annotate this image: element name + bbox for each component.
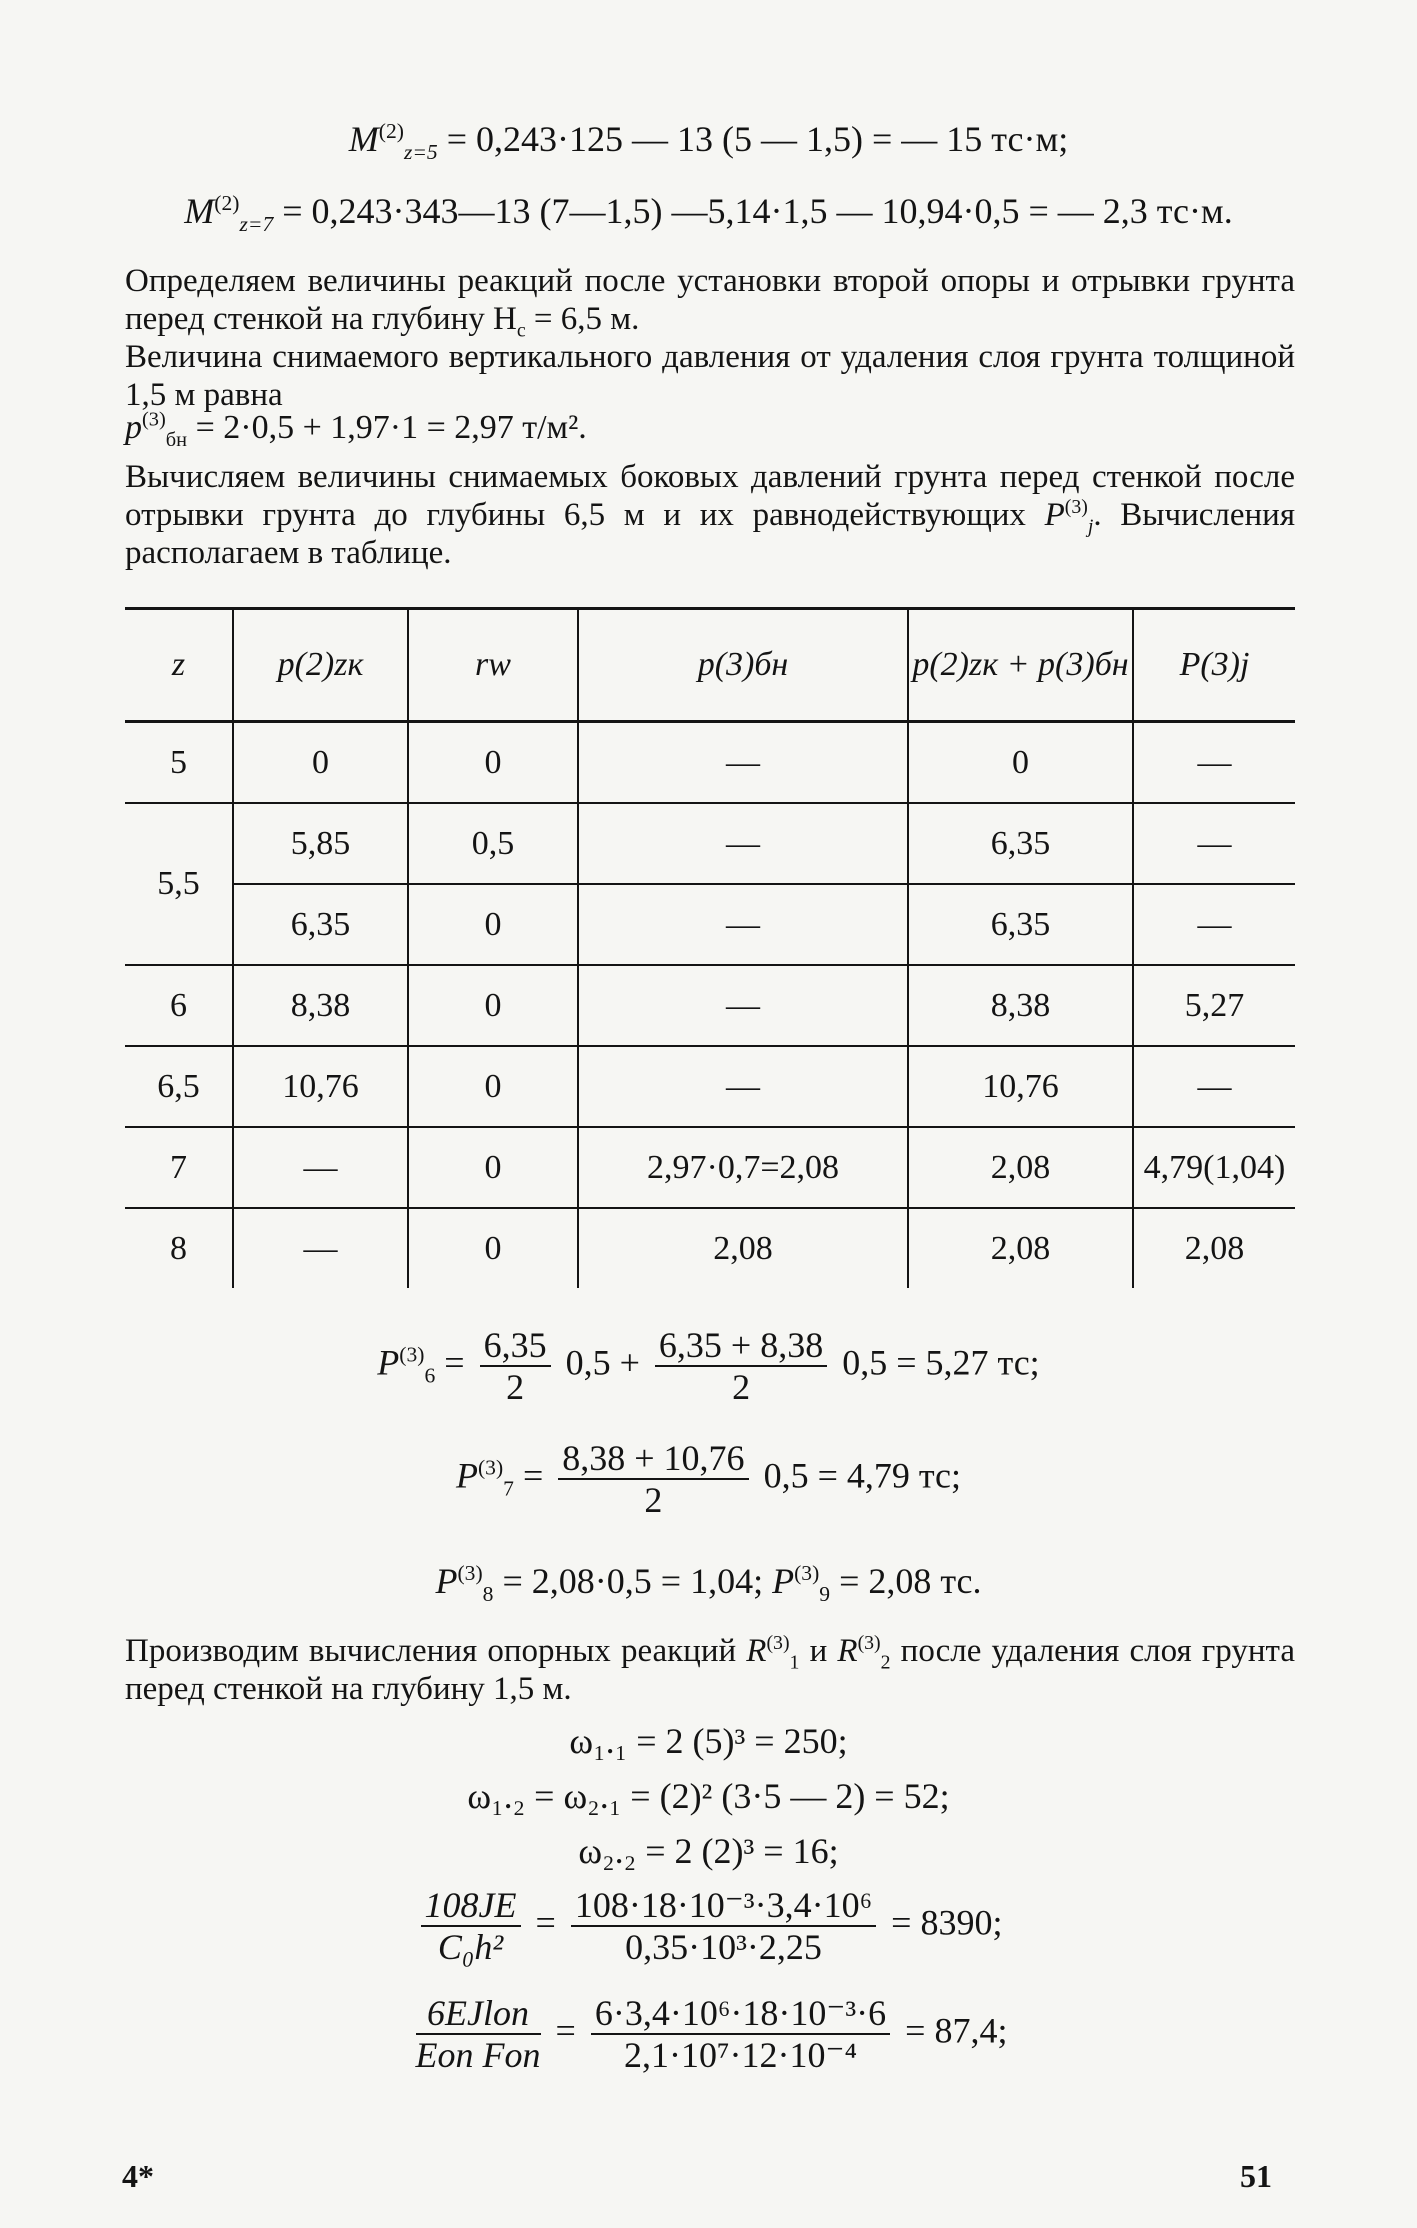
cell-p2zk: 10,76 <box>233 1046 408 1127</box>
fraction: $\frac{6,35}{2}$ <box>480 1325 551 1407</box>
m-z7-rhs: = 0,243·343—13 (7—1,5) —5,14·1,5 — 10,94·0,5 = — 2,3 тс·м. <box>282 191 1233 231</box>
formula-text: = 2,08·0,5 = 1,04; <box>502 1561 764 1601</box>
cell-p2zk: 6,35 <box>233 884 408 965</box>
formula-stiffness-1: $\frac{108JE}{\text{C₀h²}}$ = $\frac{\text{108·18·10⁻³·3,4·10⁶}}{\text{0,35·10³·2,25}}$ = 8390; <box>0 1885 1417 1967</box>
table-row <box>125 884 1295 965</box>
fraction: $\frac{\text{6EJlоп}}{\text{Eоп Fоп}}$ <box>415 1993 541 2075</box>
p-symbol: P <box>1044 497 1065 533</box>
cell-p3j: — <box>1133 1046 1295 1127</box>
header-p3j: P(3)j <box>1133 609 1295 722</box>
paragraph-text: Производим вычисления опорных реакций <box>125 1633 737 1669</box>
cell-p3bn: — <box>578 722 908 804</box>
header-p2zk: p(2)zк <box>233 609 408 722</box>
formula-text: 0,5 = 5,27 тс; <box>842 1342 1040 1383</box>
page-number: 51 <box>1240 2158 1272 2194</box>
cell-z: 6 <box>125 965 233 1046</box>
cell-z: 6,5 <box>125 1046 233 1127</box>
formula-w11: ω₁.₁ = 2 (5)³ = 250; <box>569 1721 848 1761</box>
p-sub: 7 <box>503 1476 514 1501</box>
cell-rw: 0 <box>408 965 578 1046</box>
p-symbol: p <box>125 409 142 446</box>
table-row <box>125 1046 1295 1127</box>
m-z5-rhs: = 0,243·125 — 13 (5 — 1,5) = — 15 тс·м; <box>446 119 1069 159</box>
paragraph-text: Вычисляем величины снимаемых боковых давлений грунта перед стенкой после отрывки грунта до глубины 6,5 м и их равнодействующих <box>125 459 1295 533</box>
fraction: $\frac{6,35 + 8,38}{2}$ <box>655 1325 827 1407</box>
m-symbol: M <box>348 119 379 159</box>
cell-p3j: 2,08 <box>1133 1208 1295 1288</box>
paragraph-text-end: . Вычисления располагаем в таблице. <box>125 497 1295 571</box>
m-sup: (2) <box>378 119 404 143</box>
header-z: z <box>125 609 233 722</box>
paragraph-support-reactions: Производим вычисления опорных реакций $R^{(3)}_1$ и $R^{(3)}_2$ после удаления слоя грунта перед стенкой на глубину 1,5 м. <box>125 1632 1295 1707</box>
m-sup: (2) <box>214 191 240 215</box>
cell-p2zk: 5,85 <box>233 803 408 884</box>
calculation-table <box>125 607 1295 1288</box>
formula-m-z5 <box>0 118 1417 165</box>
cell-p2zk: 8,38 <box>233 965 408 1046</box>
p-symbol: P <box>772 1561 795 1601</box>
conjunction: и <box>809 1633 828 1669</box>
formula-text: 0,5 = 4,79 тс; <box>763 1455 962 1496</box>
p-symbol: P <box>455 1455 478 1496</box>
cell-rw: 0 <box>408 722 578 804</box>
r-symbol: R <box>837 1633 858 1669</box>
p-sup: (3) <box>794 1561 820 1585</box>
cell-p3j: — <box>1133 803 1295 884</box>
formula-p-bn <box>125 408 587 451</box>
m-symbol: M <box>184 191 215 231</box>
cell-p3j: — <box>1133 884 1295 965</box>
signature-mark: 4* <box>122 2158 154 2194</box>
formula-result: = 8390; <box>891 1902 1003 1943</box>
paragraph-side-pressure <box>125 458 1295 572</box>
cell-p3j: 5,27 <box>1133 965 1295 1046</box>
cell-rw: 0 <box>408 884 578 965</box>
p-sup: (3) <box>457 1561 483 1585</box>
cell-z: 5,5 <box>125 803 233 965</box>
cell-sum: 10,76 <box>908 1046 1133 1127</box>
header-p3bn: p(3)бн <box>578 609 908 722</box>
table-row <box>125 803 1295 884</box>
table-row <box>125 1208 1295 1288</box>
fraction: $\frac{\text{6·3,4·10⁶·18·10⁻³·6}}{\text{2,1·10⁷·12·10⁻⁴}}$ <box>591 1993 890 2075</box>
cell-z: 7 <box>125 1127 233 1208</box>
paragraph-text: Определяем величины реакций после установки второй опоры и отрывки грунта перед стенкой на глубину H <box>125 263 1295 337</box>
cell-p3bn: 2,97·0,7=2,08 <box>578 1127 908 1208</box>
cell-p3bn: — <box>578 1046 908 1127</box>
cell-sum: 8,38 <box>908 965 1133 1046</box>
cell-sum: 2,08 <box>908 1208 1133 1288</box>
formula-m-z7 <box>0 190 1417 237</box>
formula-result: = 87,4; <box>905 2010 1008 2051</box>
p-bn-rhs: = 2·0,5 + 1,97·1 = 2,97 т/м². <box>187 409 587 446</box>
p-sup: (3) <box>399 1342 425 1367</box>
cell-p2zk: 0 <box>233 722 408 804</box>
cell-p3j: 4,79(1,04) <box>1133 1127 1295 1208</box>
cell-sum: 6,35 <box>908 803 1133 884</box>
p-sup: (3) <box>1064 496 1088 518</box>
formula-text: = 2,08 тс. <box>839 1561 982 1601</box>
paragraph-reactions <box>125 262 1295 342</box>
p-sub: 9 <box>819 1582 831 1607</box>
p-symbol: P <box>435 1561 458 1601</box>
m-sub: z=7 <box>239 212 274 237</box>
table-header-row <box>125 609 1295 722</box>
table-row <box>125 965 1295 1046</box>
cell-sum: 2,08 <box>908 1127 1133 1208</box>
cell-rw: 0 <box>408 1208 578 1288</box>
formula-w22: ω₂.₂ = 2 (2)³ = 16; <box>578 1831 839 1871</box>
header-sum: p(2)zк + p(3)бн <box>908 609 1133 722</box>
table-row <box>125 1127 1295 1208</box>
formula-stiffness-2: $\frac{\text{6EJlоп}}{\text{Eоп Fоп}}$ = $\frac{\text{6·3,4·10⁶·18·10⁻³·6}}{\text{2,1·10⁷·12·10⁻⁴}}$ = 87,4; <box>415 1993 1008 2075</box>
h-sub: с <box>516 319 526 342</box>
p-sub: 8 <box>482 1582 494 1607</box>
cell-rw: 0 <box>408 1127 578 1208</box>
cell-p2zk: — <box>233 1208 408 1288</box>
cell-rw: 0 <box>408 1046 578 1127</box>
cell-z: 8 <box>170 1229 187 1267</box>
formula-p8-p9 <box>0 1560 1417 1607</box>
cell-p2zk: — <box>233 1127 408 1208</box>
cell-z: 5 <box>125 722 233 804</box>
p-sup: (3) <box>142 408 166 431</box>
paragraph-text: Величина снимаемого вертикального давления от удаления слоя грунта толщиной 1,5 м равна <box>125 339 1295 413</box>
cell-p3bn: 2,08 <box>578 1208 908 1288</box>
paragraph-vertical-pressure <box>125 338 1295 414</box>
m-sub: z=5 <box>403 140 438 165</box>
cell-rw: 0,5 <box>408 803 578 884</box>
paragraph-text-end: = 6,5 м. <box>525 301 640 337</box>
p-sub: j <box>1087 515 1094 538</box>
formula-p7: $P^{(3)}_7$ = $\frac{8,38 + 10,76}{2}$ 0,5 = 4,79 тс; <box>455 1438 962 1520</box>
formula-p6: $P^{(3)}_6$ = $\frac{6,35}{2}$ 0,5 + $\frac{6,35 + 8,38}{2}$ 0,5 = 5,27 тс; <box>377 1325 1040 1407</box>
cell-p3bn: — <box>578 884 908 965</box>
fraction: $\frac{8,38 + 10,76}{2}$ <box>558 1438 748 1520</box>
table-row <box>125 722 1295 804</box>
fraction: $\frac{108JE}{\text{C₀h²}}$ <box>421 1885 521 1967</box>
header-rw: rw <box>408 609 578 722</box>
p-symbol: P <box>377 1342 400 1383</box>
p-sup: (3) <box>477 1455 504 1480</box>
formula-text: 0,5 + <box>565 1342 640 1383</box>
fraction: $\frac{\text{108·18·10⁻³·3,4·10⁶}}{\text{0,35·10³·2,25}}$ <box>571 1885 876 1967</box>
cell-p3bn: — <box>578 965 908 1046</box>
p-sub: 6 <box>424 1363 436 1388</box>
cell-p3j: — <box>1133 722 1295 804</box>
p-sub: бн <box>165 428 188 451</box>
formula-w12: ω₁.₂ = ω₂.₁ = (2)² (3·5 — 2) = 52; <box>467 1776 950 1816</box>
cell-sum: 0 <box>908 722 1133 804</box>
paragraph-text: после удаления слоя грунта перед стенкой на глубину 1,5 м. <box>125 1633 1295 1707</box>
r-symbol: R <box>746 1633 767 1669</box>
cell-sum: 6,35 <box>908 884 1133 965</box>
cell-p3bn: — <box>578 803 908 884</box>
